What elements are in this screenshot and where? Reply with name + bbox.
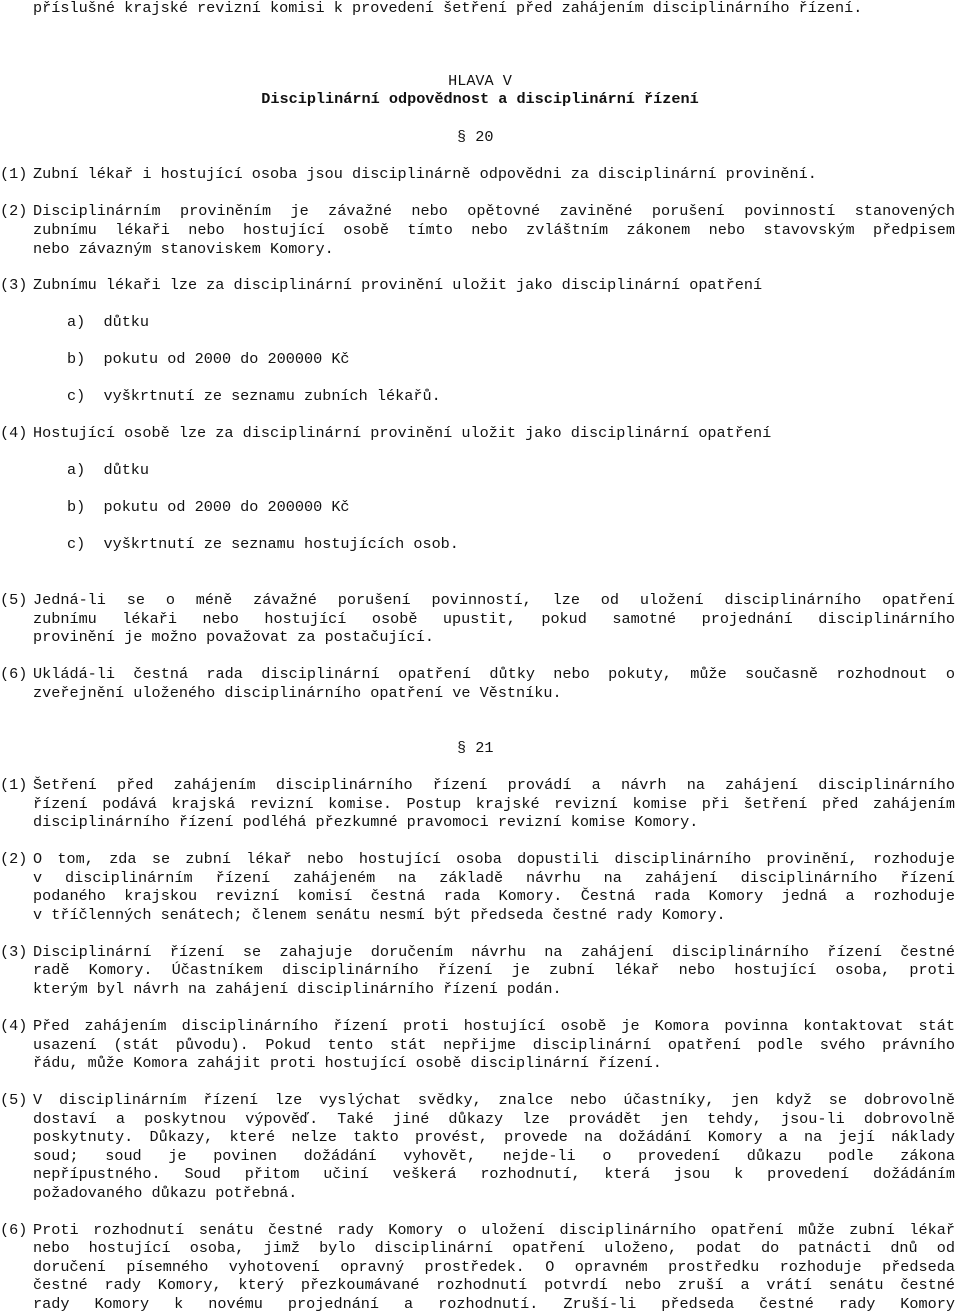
paragraph-line: Jedná-li se o méně závažné porušení povinností, lze od uložení disciplinárního opatření bbox=[33, 591, 955, 609]
para-number: (1) bbox=[0, 776, 28, 794]
section-20-heading: § 20 bbox=[457, 128, 494, 146]
paragraph-line: zubnímu lékaři nebo hostující osobě upustit, pokud samotné projednání disciplinárního bbox=[33, 610, 955, 628]
item-text: pokutu od 2000 do 200000 Kč bbox=[103, 498, 350, 516]
item-letter: c) bbox=[67, 387, 86, 405]
list-item bbox=[67, 387, 441, 405]
paragraph-line: Před zahájením disciplinárního řízení proti hostující osobě je Komora povinna kontaktovat stát bbox=[33, 1017, 955, 1035]
paragraph-line: nebo hostující osoba, jimž bylo disciplinární opatření uloženo, podat do patnácti dnů od bbox=[33, 1239, 955, 1257]
item-text: vyškrtnutí ze seznamu hostujících osob. bbox=[103, 535, 459, 553]
list-item bbox=[67, 535, 459, 553]
paragraph-line: nebo závazným stanoviskem Komory. bbox=[33, 240, 334, 258]
para-number: (3) bbox=[0, 943, 28, 961]
para-number: (2) bbox=[0, 202, 28, 220]
paragraph-line: V disciplinárním řízení lze vyslýchat svědky, znalce nebo účastníky, jen když se dobrovolně bbox=[33, 1091, 955, 1109]
para-number: (6) bbox=[0, 665, 28, 683]
paragraph-line: čestné rady Komory, který přezkoumávané rozhodnutí potvrdí nebo zruší a vrátí senátu čestné bbox=[33, 1276, 955, 1294]
paragraph-line: Disciplinární řízení se zahajuje doručením návrhu na zahájení disciplinárního řízení čestné bbox=[33, 943, 955, 961]
item-letter: b) bbox=[67, 498, 86, 516]
item-letter: a) bbox=[67, 461, 86, 479]
paragraph-line: Disciplinárním proviněním je závažné nebo opětovné zaviněné porušení povinností stanovených bbox=[33, 202, 955, 220]
paragraph-line: provinění je možno považovat za postačující. bbox=[33, 628, 435, 646]
item-text: pokutu od 2000 do 200000 Kč bbox=[103, 350, 350, 368]
item-letter: a) bbox=[67, 313, 86, 331]
paragraph-line: v tříčlenných senátech; členem senátu nesmí být předseda čestné rady Komory. bbox=[33, 906, 726, 924]
paragraph-line: řízení podává krajská revizní komise. Postup krajské revizní komise při šetření před zahájením bbox=[33, 795, 955, 813]
para-number: (3) bbox=[0, 276, 28, 294]
paragraph-line: dostaví a poskytnou výpověď. Také jiné důkazy lze provádět jen tehdy, jsou-li dobrovolně bbox=[33, 1110, 955, 1128]
paragraph-line: nepřípustného. Soud přitom učiní veškerá rozhodnutí, která jsou k provedení dožádáním bbox=[33, 1165, 955, 1183]
paragraph-line: O tom, zda se zubní lékař nebo hostující osoba dopustili disciplinárního provinění, rozhoduje bbox=[33, 850, 955, 868]
para-number: (2) bbox=[0, 850, 28, 868]
paragraph-line: zveřejnění uloženého disciplinárního opatření ve Věstníku. bbox=[33, 684, 562, 702]
paragraph-line: soud; soud je povinen dožádání vyhovět, nejde-li o provedení důkazu podle zákona bbox=[33, 1147, 955, 1165]
paragraph-line: Zubnímu lékaři lze za disciplinární provinění uložit jako disciplinární opatření bbox=[33, 276, 763, 294]
list-item bbox=[67, 498, 350, 516]
paragraph-line: kterým byl návrh na zahájení disciplinárního řízení podán. bbox=[33, 980, 562, 998]
paragraph-line: podaného krajskou revizní komisí čestná rada Komory. Čestná rada Komory jedná a rozhoduje bbox=[33, 887, 955, 905]
chapter-label: HLAVA V bbox=[448, 72, 512, 90]
paragraph-line: Šetření před zahájením disciplinárního řízení provádí a návrh na zahájení disciplinárního bbox=[33, 776, 955, 794]
paragraph-line: radě Komory. Účastníkem disciplinárního řízení je zubní lékař nebo hostující osoba, proti bbox=[33, 961, 955, 979]
paragraph-line: v disciplinárním řízení zahájeném na základě návrhu na zahájení disciplinárního řízení bbox=[33, 869, 955, 887]
paragraph-line: požadovaného důkazu potřebná. bbox=[33, 1184, 298, 1202]
paragraph-line: Ukládá-li čestná rada disciplinární opatření důtky nebo pokuty, může současně rozhodnout o bbox=[33, 665, 955, 683]
para-number: (5) bbox=[0, 1091, 28, 1109]
paragraph-line: Zubní lékař i hostující osoba jsou disciplinárně odpovědni za disciplinární provinění. bbox=[33, 165, 817, 183]
list-item bbox=[67, 461, 149, 479]
paragraph-line: rady Komory k novému projednání a rozhodnutí. Zruší-li předseda čestné rady Komory bbox=[33, 1295, 955, 1313]
paragraph-line: poskytnuty. Důkazy, které nelze takto provést, provede na dožádání Komory a na její náklady bbox=[33, 1128, 955, 1146]
paragraph-line: Proti rozhodnutí senátu čestné rady Komory o uložení disciplinárního opatření může zubní lékař bbox=[33, 1221, 955, 1239]
paragraph-line: usazení (stát původu). Pokud tento stát nepřijme disciplinární opatření podle svého právního bbox=[33, 1036, 955, 1054]
para-number: (4) bbox=[0, 424, 28, 442]
item-text: vyškrtnutí ze seznamu zubních lékařů. bbox=[103, 387, 441, 405]
list-item bbox=[67, 313, 149, 331]
paragraph-line: řádu, může Komora zahájit proti hostující osobě disciplinární řízení. bbox=[33, 1054, 662, 1072]
item-letter: b) bbox=[67, 350, 86, 368]
paragraph-line: doručení písemného vyhotovení opravný prostředek. O opravném prostředku rozhoduje předseda bbox=[33, 1258, 955, 1276]
para-number: (6) bbox=[0, 1221, 28, 1239]
item-text: důtku bbox=[103, 313, 150, 331]
paragraph-line: disciplinárního řízení podléhá přezkumné pravomoci revizní komise Komory. bbox=[33, 813, 699, 831]
continued-text-line: příslušné krajské revizní komisi k provedení šetření před zahájením disciplinárního řízení. bbox=[33, 0, 863, 17]
chapter-title: Disciplinární odpovědnost a disciplinární řízení bbox=[261, 90, 699, 108]
item-letter: c) bbox=[67, 535, 86, 553]
paragraph-line: Hostující osobě lze za disciplinární provinění uložit jako disciplinární opatření bbox=[33, 424, 772, 442]
item-text: důtku bbox=[103, 461, 150, 479]
para-number: (1) bbox=[0, 165, 28, 183]
list-item bbox=[67, 350, 350, 368]
section-21-heading: § 21 bbox=[457, 739, 494, 757]
para-number: (4) bbox=[0, 1017, 28, 1035]
paragraph-line: zubnímu lékaři nebo hostující osobě tímto nebo zvláštním zákonem nebo stavovským předpisem bbox=[33, 221, 955, 239]
para-number: (5) bbox=[0, 591, 28, 609]
